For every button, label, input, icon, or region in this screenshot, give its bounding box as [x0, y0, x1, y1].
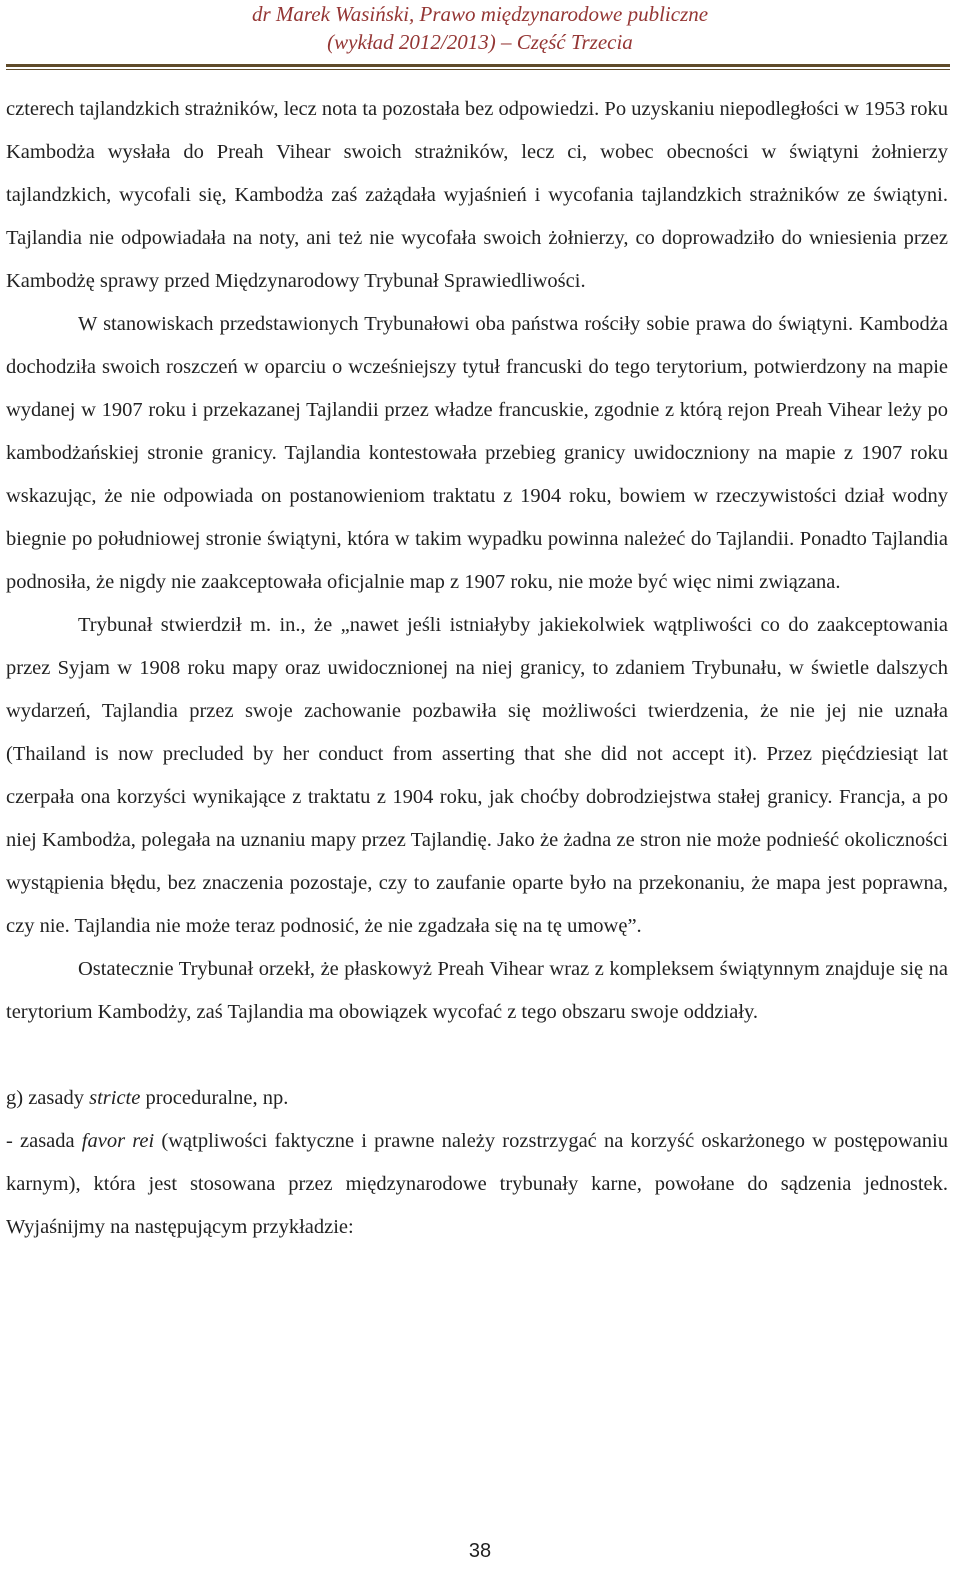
- header-divider: [6, 64, 950, 70]
- section-heading: [6, 1077, 948, 1120]
- document-body: [6, 88, 948, 1249]
- list-item-text: - zasada: [6, 1130, 82, 1152]
- paragraph: Ostatecznie Trybunał orzekł, że płaskowyż Preah Vihear wraz z kompleksem świątynnym znajduje się na terytorium Kambodży, zaś Tajlandia ma obowiązek wycofać z tego obszaru swoje oddziały.: [6, 958, 948, 1023]
- paragraph: Trybunał stwierdził m. in., że „nawet jeśli istniałyby jakiekolwiek wątpliwości co do zaakceptowania przez Syjam w 1908 roku mapy oraz uwidocznionej na niej granicy, to zdaniem Trybunału, w świetle dalszych wydarzeń, Tajlandia przez swoje zachowanie pozbawiła się możliwości twierdzenia, że nie jej nie uznała (Thailand is now precluded by her conduct from asserting that she did not accept it). Przez pięćdziesiąt lat czerpała ona korzyści wynikające z traktatu z 1904 roku, jak choćby dobrodziejstwa stałej granicy. Francja, a po niej Kambodża, polegała na uznaniu mapy przez Tajlandię. Jako że żadna ze stron nie może podnieść okoliczności wystąpienia błędu, bez znaczenia pozostaje, czy to zaufanie oparte było na przekonaniu, że mapa jest poprawna, czy nie. Tajlandia nie może teraz podnosić, że nie zgadzała się na tę umowę”.: [6, 614, 948, 937]
- list-item-text-end: (wątpliwości faktyczne i prawne należy rozstrzygać na korzyść oskarżonego w postępowaniu karnym), która jest stosowana przez międzynarodowe trybunały karne, powołane do sądzenia jednostek. Wyjaśnijmy na następującym przykładzie:: [6, 1130, 948, 1238]
- heading-text-end: proceduralne, np.: [140, 1087, 289, 1109]
- paragraph: W stanowiskach przedstawionych Trybunałowi oba państwa rościły sobie prawa do świątyni. Kambodża dochodziła swoich roszczeń w oparciu o wcześniejszy tytuł francuski do tego terytorium, potwierdzony na mapie wydanej w 1907 roku i przekazanej Tajlandii przez władze francuskie, zgodnie z którą rejon Preah Vihear leży po kambodżańskiej stronie granicy. Tajlandia kontestowała przebieg granicy uwidoczniony na mapie z 1907 roku wskazując, że nie odpowiada on postanowieniom traktatu z 1904 roku, bowiem w rzeczywistości dział wodny biegnie po południowej stronie świątyni, która w takim wypadku powinna należeć do Tajlandii. Ponadto Tajlandia podnosiła, że nigdy nie zaakceptowała oficjalnie map z 1907 roku, nie może być więc nimi związana.: [6, 313, 948, 593]
- page-number: 38: [468, 1540, 492, 1562]
- heading-italic: stricte: [89, 1087, 141, 1109]
- header-subtitle: (wykład 2012/2013) – Część Trzecia: [327, 30, 633, 54]
- paragraph: czterech tajlandzkich strażników, lecz nota ta pozostała bez odpowiedzi. Po uzyskaniu niepodległości w 1953 roku Kambodża wysłała do Preah Vihear swoich strażników, lecz ci, wobec obecności w świątyni żołnierzy tajlandzkich, wycofali się, Kambodża zaś zażądała wyjaśnień i wycofania tajlandzkich strażników ze świątyni. Tajlandia nie odpowiadała na noty, ani też nie wycofała swoich żołnierzy, co doprowadziło do wniesienia przez Kambodżę sprawy przed Międzynarodowy Trybunał Sprawiedliwości.: [6, 98, 948, 292]
- list-item: [6, 1120, 948, 1249]
- heading-text: g) zasady: [6, 1087, 90, 1109]
- list-item-italic: favor rei: [81, 1130, 155, 1152]
- header-title: dr Marek Wasiński, Prawo międzynarodowe publiczne: [251, 2, 709, 26]
